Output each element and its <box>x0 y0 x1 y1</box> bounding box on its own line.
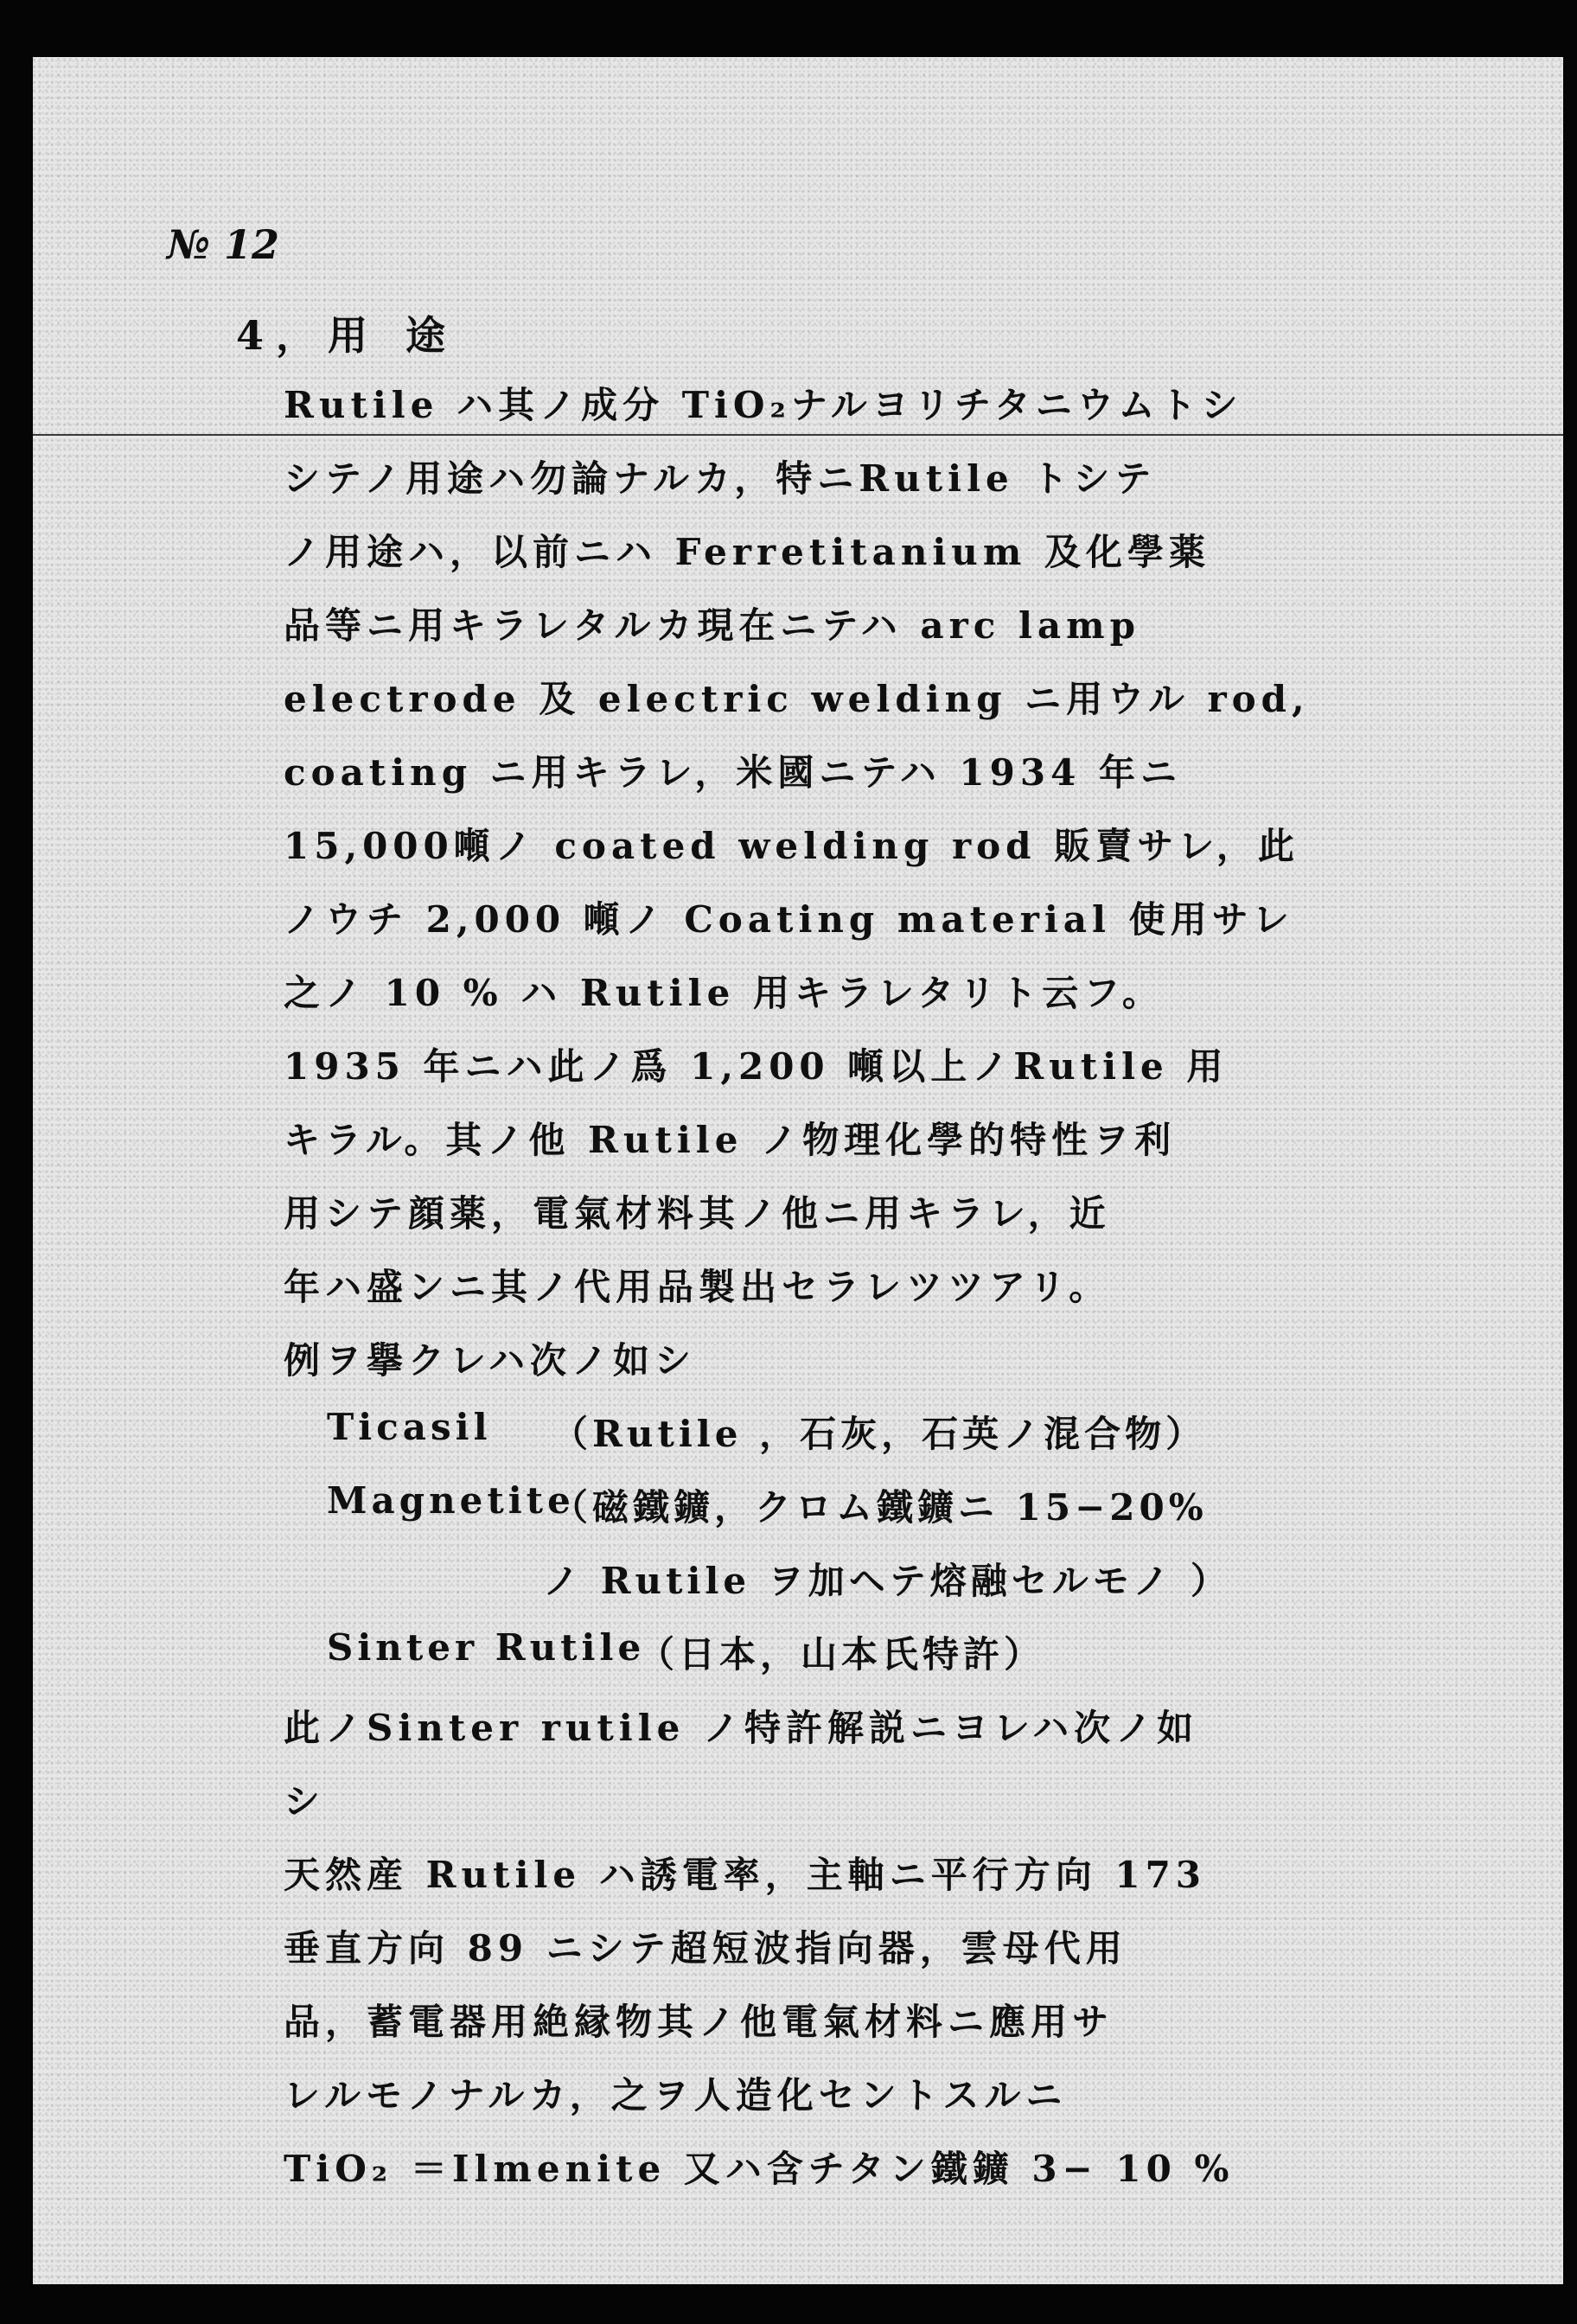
text-line: シテノ用途ハ勿論ナルカ，特ニRutile トシテ <box>284 457 1157 500</box>
text-line: Rutile ハ其ノ成分 TiO₂ナルヨリチタニウムトシ <box>284 384 1243 426</box>
fold-line <box>33 434 1563 436</box>
text-line: 此ノSinter rutile ノ特許解説ニヨレハ次ノ如 <box>284 1707 1199 1749</box>
text-line: 年ハ盛ンニ其ノ代用品製出セラレツツアリ。 <box>284 1266 1111 1308</box>
text-line: electrode 及 electric welding ニ用ウル rod, <box>284 678 1310 720</box>
text-line: 天然産 Rutile ハ誘電率，主軸ニ平行方向 173 <box>284 1854 1207 1896</box>
text-line: キラル。其ノ他 Rutile ノ物理化學的特性ヲ利 <box>284 1119 1177 1161</box>
text-line: 用シテ顔薬，電氣材料其ノ他ニ用キラレ，近 <box>284 1192 1111 1235</box>
text-line: 15,000噸ノ coated welding rod 販賣サレ，此 <box>284 825 1299 867</box>
example-name: Magnetite <box>327 1479 575 1522</box>
text-line: 1935 年ニハ此ノ爲 1,200 噸以上ノRutile 用 <box>284 1045 1229 1088</box>
text-line: ノ用途ハ，以前ニハ Ferretitanium 及化學薬 <box>284 531 1210 573</box>
example-name: Sinter Rutile <box>327 1626 646 1669</box>
text-line: ノウチ 2,000 噸ノ Coating material 使用サレ <box>284 898 1294 941</box>
example-description: （磁鐵鑛，クロム鐵鑛ニ 15−20% <box>552 1486 1208 1529</box>
text-line: 之ノ 10 % ハ Rutile 用キラレタリト云フ。 <box>284 972 1164 1014</box>
example-description: （日本，山本氏特許） <box>638 1633 1045 1676</box>
text-line: レルモノナルカ，之ヲ人造化セントスルニ <box>284 2074 1068 2116</box>
text-line: 品，蓄電器用絶縁物其ノ他電氣材料ニ應用サ <box>284 2001 1114 2043</box>
example-name: Ticasil <box>327 1406 492 1448</box>
example-description-continued: ノ Rutile ヲ加ヘテ熔融セルモノ ） <box>543 1560 1231 1602</box>
text-line: 品等ニ用キラレタルカ現在ニテハ arc lamp <box>284 604 1140 647</box>
text-line: シ <box>284 1780 326 1823</box>
text-line: 例ヲ擧クレハ次ノ如シ <box>284 1339 697 1382</box>
page-number: № 12 <box>167 221 280 268</box>
section-heading: 4，用 途 <box>236 312 458 359</box>
text-line: coating ニ用キラレ，米國ニテハ 1934 年ニ <box>284 751 1182 794</box>
text-line: TiO₂ ＝Ilmenite 又ハ含チタン鐵鑛 3− 10 % <box>284 2148 1235 2190</box>
text-line: 垂直方向 89 ニシテ超短波指向器，雲母代用 <box>284 1927 1127 1970</box>
document-page <box>33 57 1563 2284</box>
example-description: （Rutile ，石灰，石英ノ混合物） <box>552 1413 1207 1455</box>
